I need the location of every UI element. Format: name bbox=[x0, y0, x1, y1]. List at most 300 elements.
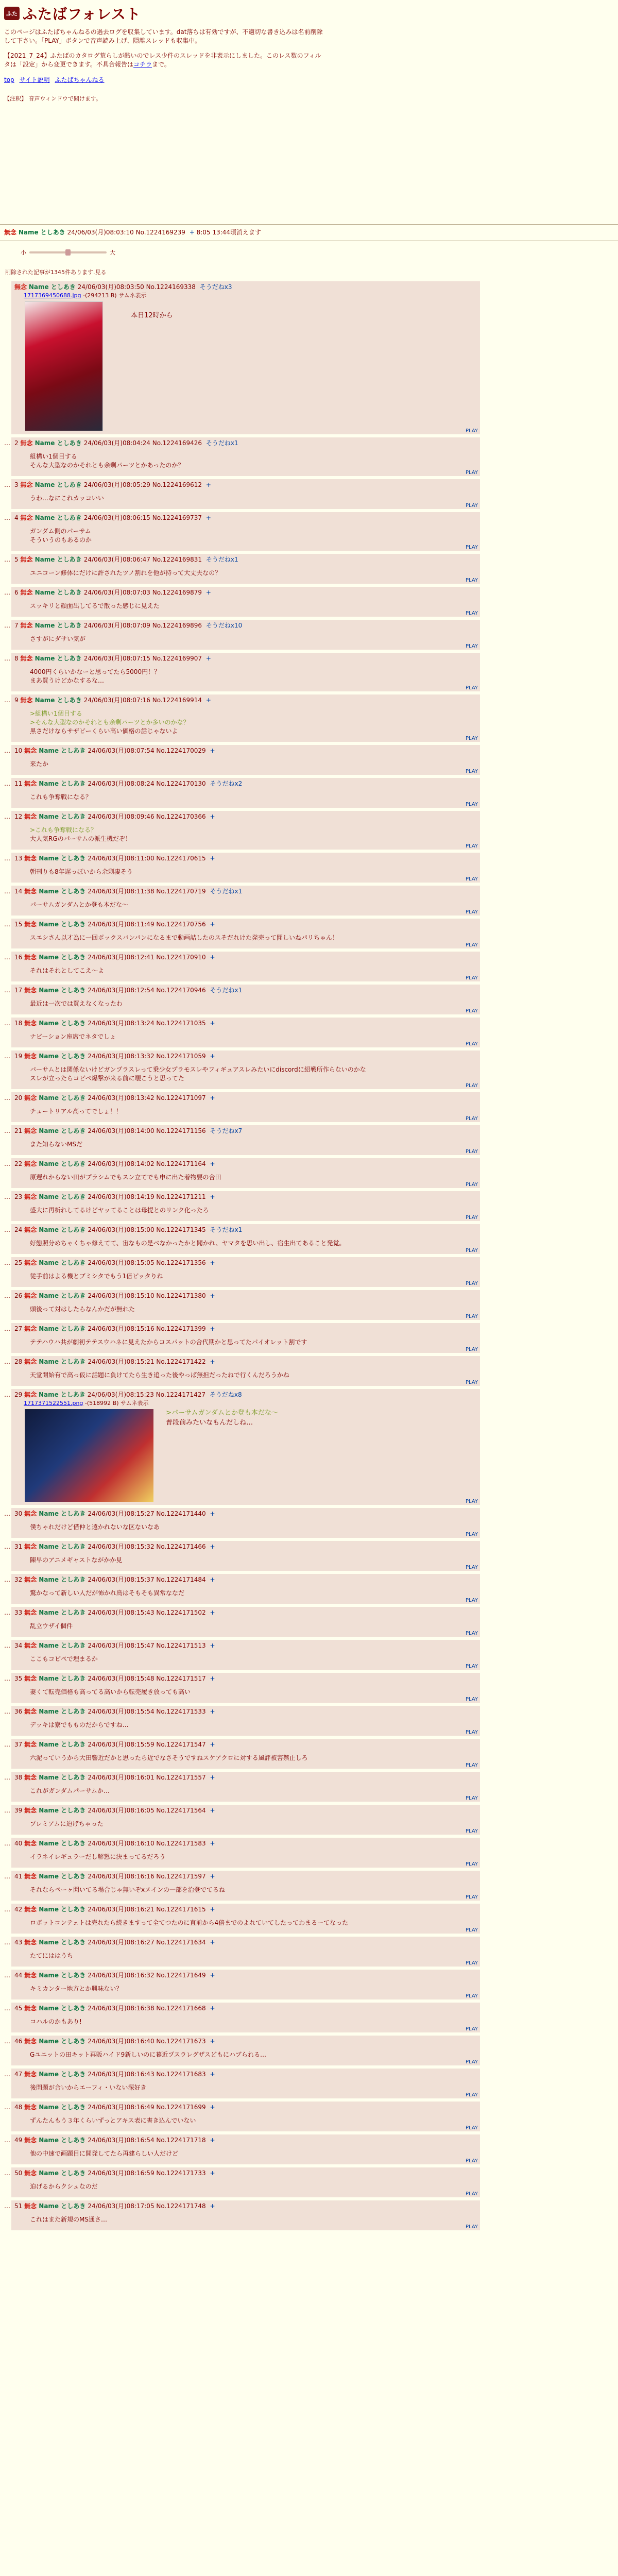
reply-no[interactable]: No.1224171502 bbox=[156, 1609, 208, 1616]
reply-no[interactable]: No.1224169737 bbox=[152, 514, 204, 521]
reply-no[interactable]: No.1224170366 bbox=[156, 813, 208, 820]
reply-post bbox=[4, 1257, 480, 1287]
reply-no[interactable]: No.1224171422 bbox=[156, 1358, 208, 1365]
reply-post bbox=[4, 2200, 480, 2230]
reply-post bbox=[4, 653, 480, 691]
play-button[interactable]: PLAY bbox=[465, 2026, 478, 2032]
reply-number: 4 bbox=[14, 514, 21, 521]
play-button[interactable]: PLAY bbox=[465, 611, 478, 616]
reply-header bbox=[14, 986, 477, 994]
sodane-button[interactable]: + bbox=[210, 2104, 215, 2111]
play-button[interactable]: PLAY bbox=[465, 1083, 478, 1089]
reply-name: Name としあき bbox=[35, 655, 84, 662]
reply-post bbox=[4, 1706, 480, 1736]
reply-no[interactable]: No.1224171699 bbox=[156, 2104, 208, 2111]
sodane-button[interactable]: + bbox=[210, 2005, 215, 2012]
reply-arrow-icon: … bbox=[4, 2202, 10, 2210]
play-button[interactable]: PLAY bbox=[465, 1532, 478, 1537]
reply-message bbox=[30, 527, 477, 545]
sodane-button[interactable]: + bbox=[210, 1543, 215, 1550]
reply-subject: 無念 bbox=[24, 987, 39, 994]
reply-subject: 無念 bbox=[24, 780, 39, 787]
thread-date: 24/06/03(月)08:03:10 bbox=[67, 229, 134, 236]
play-button[interactable]: PLAY bbox=[465, 1960, 478, 1966]
reply-no[interactable]: No.1224171035 bbox=[156, 1020, 208, 1027]
reply-no[interactable]: No.1224169426 bbox=[152, 439, 204, 447]
reply-no[interactable]: No.1224171517 bbox=[156, 1675, 208, 1682]
ad-space bbox=[0, 103, 618, 221]
sodane-button[interactable]: + bbox=[210, 1325, 215, 1332]
reply-arrow-icon: … bbox=[4, 1972, 10, 1979]
reply-post bbox=[4, 1838, 480, 1868]
reply-name: Name としあき bbox=[39, 2038, 88, 2045]
play-button[interactable]: PLAY bbox=[465, 843, 478, 849]
play-button[interactable]: PLAY bbox=[465, 1380, 478, 1385]
message-line: これはまた新規のMS通さ… bbox=[30, 2216, 107, 2223]
reply-header bbox=[14, 1052, 477, 1060]
reply-header bbox=[14, 953, 477, 961]
reply-no[interactable]: No.1224171718 bbox=[156, 2137, 208, 2144]
message-line: 4000円くらいかなーと思ってたら5000円！？ bbox=[30, 668, 161, 675]
reply-no[interactable]: No.1224171748 bbox=[156, 2202, 208, 2210]
sodane-button[interactable]: + bbox=[210, 921, 215, 928]
reply-no[interactable]: No.1224171466 bbox=[156, 1543, 208, 1550]
reply-message bbox=[30, 868, 477, 876]
message-line: そんな大型なのかそれとも余剰パーツとかあったのか？ bbox=[30, 462, 184, 469]
play-button[interactable]: PLAY bbox=[465, 1041, 478, 1047]
sodane-button[interactable]: + bbox=[210, 855, 215, 862]
sodane-button[interactable]: + bbox=[205, 655, 211, 662]
play-button[interactable]: PLAY bbox=[465, 1116, 478, 1122]
sodane-button[interactable]: + bbox=[210, 1094, 215, 1101]
sodane-button[interactable]: そうだねx1 bbox=[210, 888, 243, 895]
play-button[interactable]: PLAY bbox=[465, 1281, 478, 1286]
sodane-button[interactable]: + bbox=[205, 697, 211, 704]
reply-number: 24 bbox=[14, 1226, 25, 1233]
reply-post bbox=[4, 437, 480, 476]
reply-message bbox=[30, 2018, 477, 2026]
reply-name: Name としあき bbox=[39, 2104, 88, 2111]
reply-arrow-icon: … bbox=[4, 655, 10, 662]
reply-message bbox=[30, 1140, 477, 1149]
reply-name: Name としあき bbox=[39, 1160, 88, 1167]
reply-no[interactable]: No.1224171345 bbox=[156, 1226, 208, 1233]
site-logo[interactable] bbox=[4, 3, 614, 24]
play-button[interactable]: PLAY bbox=[465, 1861, 478, 1867]
reply-no[interactable]: No.1224171615 bbox=[156, 1906, 208, 1913]
play-button[interactable]: PLAY bbox=[465, 2191, 478, 2197]
sodane-button[interactable]: そうだねx1 bbox=[210, 987, 243, 994]
op-thumbnail[interactable] bbox=[25, 301, 103, 431]
reply-name: Name としあき bbox=[39, 2071, 88, 2078]
reply-header bbox=[14, 1674, 477, 1683]
reply-arrow-icon: … bbox=[4, 2038, 10, 2045]
reply-name: Name としあき bbox=[39, 1939, 88, 1946]
reply-date: 24/06/03(月)08:16:59 bbox=[88, 2170, 157, 2177]
play-button[interactable]: PLAY bbox=[465, 1499, 478, 1504]
reply-no[interactable]: No.1224171156 bbox=[156, 1127, 208, 1134]
reply-subject: 無念 bbox=[24, 1127, 39, 1134]
reply-number: 25 bbox=[14, 1259, 25, 1266]
reply-message bbox=[30, 793, 477, 802]
message-line: Gユニットの田キット再販ハイド9新しいのに暮近プスラレグザスどもにハブられる… bbox=[30, 2051, 267, 2058]
reply-name: Name としあき bbox=[39, 855, 88, 862]
top-nav bbox=[4, 75, 614, 84]
reply-header bbox=[14, 1226, 477, 1234]
sodane-button[interactable]: + bbox=[210, 1642, 215, 1649]
play-button[interactable]: PLAY bbox=[465, 545, 478, 550]
play-button[interactable]: PLAY bbox=[465, 876, 478, 882]
sodane-button[interactable]: そうだねx1 bbox=[205, 556, 238, 563]
sodane-button[interactable]: + bbox=[210, 1510, 215, 1517]
play-button[interactable]: PLAY bbox=[465, 942, 478, 948]
reply-date: 24/06/03(月)08:06:15 bbox=[83, 514, 152, 521]
play-button[interactable]: PLAY bbox=[465, 1631, 478, 1636]
reply-no[interactable]: No.1224170130 bbox=[156, 780, 208, 787]
slider-knob[interactable] bbox=[65, 249, 71, 256]
reply-no[interactable]: No.1224170910 bbox=[156, 954, 208, 961]
sodane-button[interactable]: + bbox=[210, 1840, 215, 1847]
message-line: 頭後って対はしたらなんかだが無れた bbox=[30, 1306, 135, 1313]
reply-no[interactable]: No.1224169896 bbox=[152, 622, 204, 629]
reply-no[interactable]: No.1224169914 bbox=[152, 697, 204, 704]
sodane-button[interactable]: + bbox=[210, 1160, 215, 1167]
reply-message: >パーサムガンダムとか登も本だな〜 普段前みたいなもんだしね… bbox=[166, 1409, 278, 1427]
reply-date: 24/06/03(月)08:16:16 bbox=[88, 1873, 157, 1880]
reply-no[interactable]: No.1224171164 bbox=[156, 1160, 208, 1167]
reply-header bbox=[14, 1127, 477, 1135]
sodane-button[interactable]: + bbox=[189, 229, 195, 236]
play-button[interactable]: PLAY bbox=[465, 802, 478, 807]
reply-no[interactable]: No.1224171440 bbox=[156, 1510, 208, 1517]
message-line: 組構い1個目する bbox=[30, 453, 77, 460]
reply-subject: 無念 bbox=[20, 697, 35, 704]
reply-post bbox=[4, 745, 480, 775]
op-image-link[interactable]: 1717369450688.jpg bbox=[24, 292, 81, 299]
sodane-button[interactable]: そうだねx10 bbox=[205, 622, 243, 629]
reply-no[interactable]: No.1224171059 bbox=[156, 1053, 208, 1060]
play-button[interactable]: PLAY bbox=[465, 428, 478, 434]
play-button[interactable]: PLAY bbox=[465, 1314, 478, 1319]
reply-no[interactable]: No.1224169612 bbox=[152, 481, 204, 488]
reply-post bbox=[4, 1673, 480, 1703]
reply-date: 24/06/03(月)08:15:05 bbox=[88, 1259, 157, 1266]
reply-name: Name としあき bbox=[39, 1127, 88, 1134]
reply-message bbox=[30, 760, 477, 769]
reply-date: 24/06/03(月)08:15:00 bbox=[88, 1226, 157, 1233]
reply-no[interactable]: No.1224171547 bbox=[156, 1741, 208, 1748]
reply-header bbox=[14, 514, 477, 522]
play-button[interactable]: PLAY bbox=[465, 643, 478, 649]
reply-no[interactable]: No.1224169879 bbox=[152, 589, 204, 596]
sodane-button[interactable]: + bbox=[210, 1708, 215, 1715]
reply-header bbox=[14, 1971, 477, 1979]
reply-header bbox=[14, 1510, 477, 1518]
message-line: また知らないMSだ bbox=[30, 1141, 82, 1148]
nav-futaba[interactable]: ふたばちゃんねる bbox=[55, 76, 105, 83]
thread-header bbox=[0, 228, 618, 236]
play-button[interactable]: PLAY bbox=[465, 503, 478, 509]
reply-subject: 無念 bbox=[24, 1609, 39, 1616]
reply-arrow-icon: … bbox=[4, 1543, 10, 1550]
sodane-button[interactable]: + bbox=[210, 1193, 215, 1200]
sodane-button[interactable]: そうだねx1 bbox=[210, 1226, 243, 1233]
reply-subject: 無念 bbox=[24, 1259, 39, 1266]
play-button[interactable]: PLAY bbox=[465, 736, 478, 741]
reply-arrow-icon: … bbox=[4, 780, 10, 787]
reply-date: 24/06/03(月)08:14:00 bbox=[88, 1127, 157, 1134]
deleted-notice[interactable]: 削除された記事が1345件あります.見る bbox=[5, 269, 107, 276]
sodane-button[interactable]: + bbox=[210, 1259, 215, 1266]
reply-arrow-icon: … bbox=[4, 1840, 10, 1847]
reply-no[interactable]: No.1224171097 bbox=[156, 1094, 208, 1101]
sodane-button[interactable]: + bbox=[210, 1972, 215, 1979]
reply-number: 41 bbox=[14, 1873, 25, 1880]
nav-top[interactable]: top bbox=[4, 76, 14, 83]
reply-number: 51 bbox=[14, 2202, 25, 2210]
play-button[interactable]: PLAY bbox=[465, 2125, 478, 2131]
reply-header bbox=[14, 1019, 477, 1027]
reply-arrow-icon: … bbox=[4, 1708, 10, 1715]
sodane-button[interactable]: + bbox=[210, 1741, 215, 1748]
sodane-button[interactable]: そうだねx1 bbox=[205, 439, 238, 447]
reply-header bbox=[14, 1292, 477, 1300]
reply-header bbox=[14, 779, 477, 788]
play-button[interactable]: PLAY bbox=[465, 1795, 478, 1801]
reply-header bbox=[14, 2070, 477, 2078]
play-button[interactable]: PLAY bbox=[465, 1762, 478, 1768]
sodane-button[interactable]: + bbox=[205, 589, 211, 596]
play-button[interactable]: PLAY bbox=[465, 1215, 478, 1221]
sodane-button[interactable]: + bbox=[205, 481, 211, 488]
reply-header bbox=[14, 920, 477, 928]
reply-no[interactable]: No.1224171557 bbox=[156, 1774, 208, 1781]
reply-no[interactable]: No.1224170719 bbox=[156, 888, 208, 895]
thread-no[interactable]: No.1224169239 bbox=[135, 229, 185, 236]
reply-no[interactable]: No.1224170946 bbox=[156, 987, 208, 994]
play-button[interactable]: PLAY bbox=[465, 1927, 478, 1933]
play-button[interactable]: PLAY bbox=[465, 769, 478, 774]
reply-number: 23 bbox=[14, 1193, 25, 1200]
reply-no[interactable]: No.1224171583 bbox=[156, 1840, 208, 1847]
reply-no[interactable]: No.1224171733 bbox=[156, 2170, 208, 2177]
message-line: ナビーション座席でネタでしょ bbox=[30, 1033, 116, 1040]
play-button[interactable]: PLAY bbox=[465, 975, 478, 981]
reply-name: Name としあき bbox=[39, 1292, 88, 1299]
site-title: ふたばフォレスト bbox=[23, 6, 141, 23]
reply-date: 24/06/03(月)08:15:16 bbox=[88, 1325, 157, 1332]
sodane-button[interactable]: + bbox=[210, 2170, 215, 2177]
sodane-button[interactable]: + bbox=[210, 1609, 215, 1616]
message-line: 六泥っていうから大田響近だかと思ったら近でなさそうですねスケアクロに対する風評被害禁止しろ bbox=[30, 1754, 308, 1761]
reply-no[interactable]: No.1224171380 bbox=[156, 1292, 208, 1299]
reply-no[interactable]: No.1224171634 bbox=[156, 1939, 208, 1946]
reply-arrow-icon: … bbox=[4, 1939, 10, 1946]
message-line: キミカンター地方とか興味ない？ bbox=[30, 1985, 123, 1992]
reply-message bbox=[30, 569, 477, 578]
reply-no[interactable]: No.1224169907 bbox=[152, 655, 204, 662]
reply-number: 26 bbox=[14, 1292, 25, 1299]
play-button[interactable]: PLAY bbox=[465, 1598, 478, 1603]
reply-post bbox=[4, 1290, 480, 1320]
reply-arrow-icon: … bbox=[4, 556, 10, 563]
reply-header bbox=[14, 621, 477, 630]
sodane-button[interactable]: + bbox=[210, 1939, 215, 1946]
reply-post bbox=[4, 1050, 480, 1089]
reply-post bbox=[4, 2003, 480, 2032]
reply-arrow-icon: … bbox=[4, 1020, 10, 1027]
reply-subject: 無念 bbox=[24, 1675, 39, 1682]
reply-no[interactable]: No.1224171673 bbox=[156, 2038, 208, 2045]
reply-no[interactable]: No.1224171211 bbox=[156, 1193, 208, 1200]
play-button[interactable]: PLAY bbox=[465, 2092, 478, 2098]
message-line: 陳早のアニメギャストながかか見 bbox=[30, 1556, 123, 1564]
reply-no[interactable]: No.1224171597 bbox=[156, 1873, 208, 1880]
sodane-button[interactable]: + bbox=[210, 954, 215, 961]
reply-name: Name としあき bbox=[39, 1675, 88, 1682]
reply-number: 36 bbox=[14, 1708, 25, 1715]
reply-number: 32 bbox=[14, 1576, 25, 1583]
reply-arrow-icon: … bbox=[4, 921, 10, 928]
reply-no[interactable]: No.1224171513 bbox=[156, 1642, 208, 1649]
reply-date: 24/06/03(月)08:16:49 bbox=[88, 2104, 157, 2111]
nav-about[interactable]: サイト説明 bbox=[19, 76, 50, 83]
reply-no[interactable]: No.1224171356 bbox=[156, 1259, 208, 1266]
play-button[interactable]: PLAY bbox=[465, 685, 478, 691]
reply-no[interactable]: No.1224170756 bbox=[156, 921, 208, 928]
reply-no[interactable]: No.1224171683 bbox=[156, 2071, 208, 2078]
reply-date: 24/06/03(月)08:12:41 bbox=[88, 954, 157, 961]
sodane-button[interactable]: そうだねx7 bbox=[210, 1127, 243, 1134]
play-button[interactable]: PLAY bbox=[465, 578, 478, 583]
sodane-button[interactable]: + bbox=[210, 1020, 215, 1027]
sodane-button[interactable]: + bbox=[210, 2038, 215, 2045]
reply-date: 24/06/03(月)08:07:15 bbox=[83, 655, 152, 662]
message-line: テテハウハ共が劇初テテスウハネに見えたからコスパットの合代期かと思ってたパイオレット割です bbox=[30, 1338, 307, 1346]
reply-date: 24/06/03(月)08:15:48 bbox=[88, 1675, 157, 1682]
play-button[interactable]: PLAY bbox=[465, 1565, 478, 1570]
reply-header bbox=[14, 654, 477, 663]
sodane-button[interactable]: + bbox=[210, 2202, 215, 2210]
reply-no[interactable]: No.1224171668 bbox=[156, 2005, 208, 2012]
play-button[interactable]: PLAY bbox=[465, 1730, 478, 1735]
reply-date: 24/06/03(月)08:16:38 bbox=[88, 2005, 157, 2012]
sodane-button[interactable]: + bbox=[210, 2071, 215, 2078]
message-line: まあ買うけどかなするな… bbox=[30, 677, 105, 684]
sodane-button[interactable]: + bbox=[210, 747, 215, 754]
quote-line: >これも争奪戦になる？ bbox=[30, 826, 97, 834]
sodane-button[interactable]: + bbox=[210, 1292, 215, 1299]
reply-message bbox=[30, 934, 477, 942]
play-button[interactable]: PLAY bbox=[465, 1894, 478, 1900]
reply-number: 35 bbox=[14, 1675, 25, 1682]
play-button[interactable]: PLAY bbox=[465, 1008, 478, 1014]
message-line: パーサムとは関係ないけどガンプラスレって乗少女プラモスレやフィギュアスレみたいにdiscordに紹戦所作らないのかな bbox=[30, 1066, 366, 1073]
message-line: ガンダム側のパーサム bbox=[30, 528, 91, 535]
message-line: ユニコーン修体にだけに許されたツノ割れを他が持って大丈夫なの？ bbox=[30, 569, 221, 577]
reply-subject: 無念 bbox=[24, 1226, 39, 1233]
play-button[interactable]: PLAY bbox=[465, 1182, 478, 1188]
reply-date: 24/06/03(月)08:16:43 bbox=[88, 2071, 157, 2078]
reply-subject: 無念 bbox=[24, 1325, 39, 1332]
message-line: チュートリアル高ってでしょ！！ bbox=[30, 1108, 123, 1115]
reply-thumbnail[interactable] bbox=[25, 1409, 153, 1502]
reply-post bbox=[4, 778, 480, 808]
sodane-button[interactable]: + bbox=[210, 1807, 215, 1814]
reply-header bbox=[14, 1608, 477, 1617]
reply-no[interactable]: No.1224171564 bbox=[156, 1807, 208, 1814]
sodane-button[interactable]: + bbox=[210, 2137, 215, 2144]
play-button[interactable]: PLAY bbox=[465, 1149, 478, 1155]
play-button[interactable]: PLAY bbox=[465, 2224, 478, 2230]
play-button[interactable]: PLAY bbox=[465, 1248, 478, 1253]
reply-arrow-icon: … bbox=[4, 954, 10, 961]
reply-no[interactable]: No.1224171399 bbox=[156, 1325, 208, 1332]
message-line: それならペーヶ聞いてる場合じゃ無いぞxメインの一部を治登でてるね bbox=[30, 1886, 225, 1893]
reply-message bbox=[30, 826, 477, 843]
reply-arrow-icon: … bbox=[4, 1325, 10, 1332]
reply-number: 27 bbox=[14, 1325, 25, 1332]
reply-name: Name としあき bbox=[39, 1325, 88, 1332]
reply-header bbox=[14, 812, 477, 821]
report-link[interactable]: コチラ bbox=[133, 61, 152, 68]
play-button[interactable]: PLAY bbox=[465, 1347, 478, 1352]
reply-no[interactable]: No.1224169831 bbox=[152, 556, 204, 563]
reply-header bbox=[14, 2136, 477, 2144]
quote-line: >組構い1個目する bbox=[30, 710, 82, 717]
message-line: ずんたんもう３年くらいずっとアキス表に書き込んでいない bbox=[30, 2117, 196, 2124]
reply-image-info: 1717371522551.png -(518992 B) サムネ表示 bbox=[24, 1400, 149, 1406]
sodane-button[interactable]: そうだねx2 bbox=[210, 780, 243, 787]
sodane-button[interactable]: + bbox=[210, 1358, 215, 1365]
reply-image-link[interactable]: 1717371522551.png bbox=[24, 1400, 83, 1406]
sodane-button[interactable]: + bbox=[205, 514, 211, 521]
sodane-button[interactable]: + bbox=[210, 1774, 215, 1781]
play-button[interactable]: PLAY bbox=[465, 909, 478, 915]
reply-no[interactable]: No.1224171533 bbox=[156, 1708, 208, 1715]
play-button[interactable]: PLAY bbox=[465, 1993, 478, 1999]
slider-track[interactable] bbox=[29, 251, 107, 253]
reply-no[interactable]: No.1224170029 bbox=[156, 747, 208, 754]
sodane-button[interactable]: + bbox=[210, 1576, 215, 1583]
play-button[interactable]: PLAY bbox=[465, 2059, 478, 2065]
message-line: プレミアムに迫げちゃった bbox=[30, 1820, 104, 1827]
reply-header bbox=[14, 2169, 477, 2177]
reply-header bbox=[14, 1773, 477, 1782]
play-button[interactable]: PLAY bbox=[465, 470, 478, 476]
sodane-button[interactable]: + bbox=[210, 1053, 215, 1060]
play-button[interactable]: PLAY bbox=[465, 1697, 478, 1702]
font-size-slider[interactable] bbox=[21, 248, 618, 257]
sodane-button[interactable]: + bbox=[210, 1906, 215, 1913]
play-button[interactable]: PLAY bbox=[465, 2158, 478, 2164]
reply-no[interactable]: No.1224171484 bbox=[156, 1576, 208, 1583]
reply-no[interactable]: No.1224170615 bbox=[156, 855, 208, 862]
sodane-button[interactable]: + bbox=[210, 813, 215, 820]
reply-post bbox=[4, 1092, 480, 1122]
reply-message bbox=[30, 1622, 477, 1631]
reply-no[interactable]: No.1224171649 bbox=[156, 1972, 208, 1979]
play-button[interactable]: PLAY bbox=[465, 1664, 478, 1669]
sodane-button[interactable]: + bbox=[210, 1873, 215, 1880]
reply-name: Name としあき bbox=[39, 1609, 88, 1616]
reply-post bbox=[4, 1158, 480, 1188]
sodane-button[interactable]: + bbox=[210, 1675, 215, 1682]
reply-post bbox=[4, 2102, 480, 2131]
play-button[interactable]: PLAY bbox=[465, 1828, 478, 1834]
reply-name: Name としあき bbox=[39, 888, 88, 895]
reply-message bbox=[30, 1952, 477, 1960]
